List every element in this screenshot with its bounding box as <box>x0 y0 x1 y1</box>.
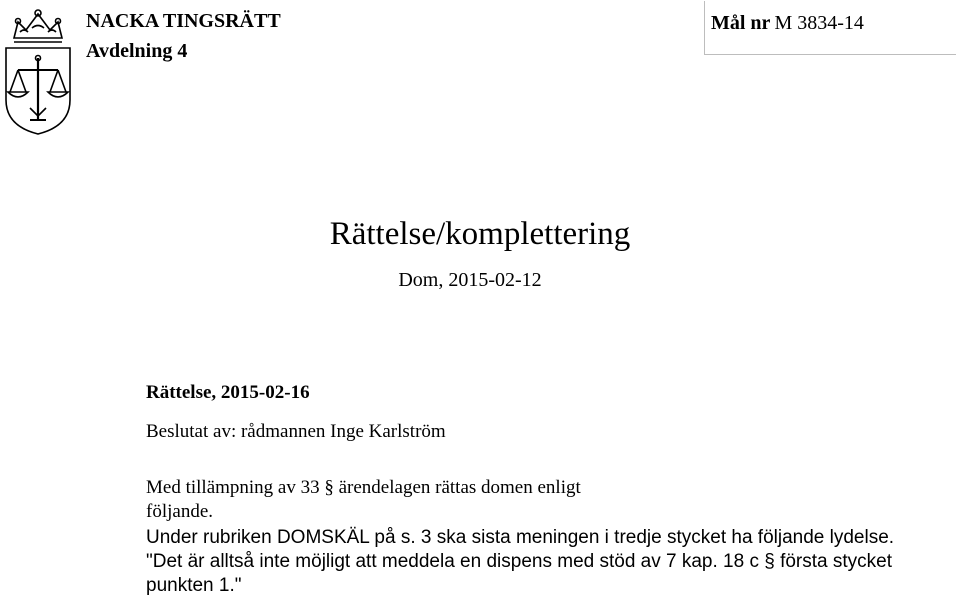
court-emblem-icon <box>0 8 76 138</box>
paragraph-line: följande. <box>146 501 214 522</box>
paragraph-line: punkten 1." <box>146 575 242 596</box>
paragraph-correction <box>146 526 960 598</box>
document-subtitle: Dom, 2015-02-12 <box>398 269 542 291</box>
decided-by-line: Beslutat av: rådmannen Inge Karlström <box>146 421 446 442</box>
paragraph-line: Under rubriken DOMSKÄL på s. 3 ska sista meningen i tredje stycket ha följande lydelse. <box>146 527 895 548</box>
case-number-label: Mål nr <box>711 12 771 34</box>
paragraph-line: "Det är alltså inte möjligt att meddela en dispens med stöd av 7 kap. 18 c § första stycket <box>146 551 893 572</box>
court-division: Avdelning 4 <box>86 40 188 62</box>
case-number-value: M 3834-14 <box>774 12 864 34</box>
rectification-heading: Rättelse, 2015-02-16 <box>146 382 310 403</box>
court-name: NACKA TINGSRÄTT <box>86 10 281 32</box>
paragraph-application <box>146 476 686 524</box>
paragraph-line: Med tillämpning av 33 § ärendelagen rättas domen enligt <box>146 477 581 498</box>
document-title: Rättelse/komplettering <box>329 216 631 252</box>
case-number-box <box>704 1 956 55</box>
